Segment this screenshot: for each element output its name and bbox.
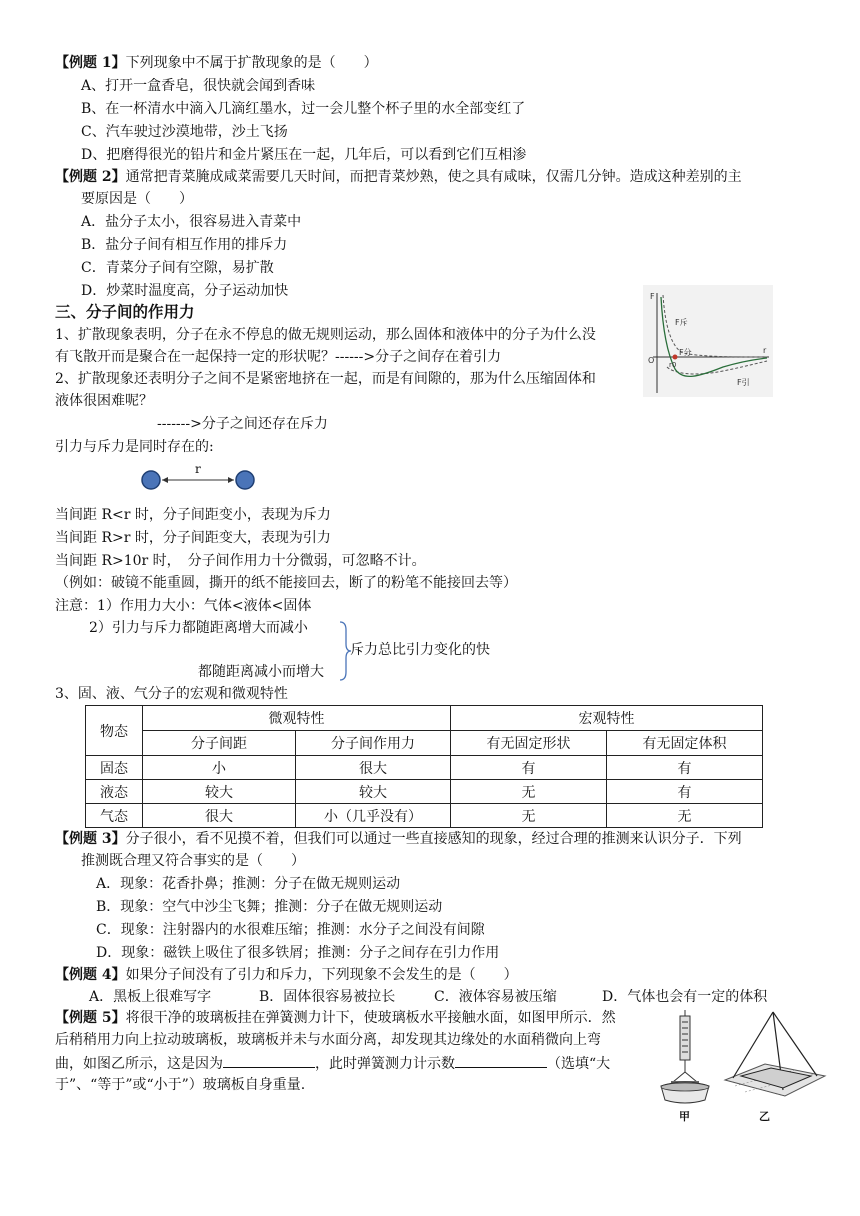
column-header: 有无固定体积	[607, 731, 763, 756]
example-1-option-a: A、打开一盒香皂，很快就会闻到香味	[81, 78, 316, 94]
example-3-option-a: A．现象：花香扑鼻；推测：分子在做无规则运动	[96, 876, 401, 892]
example-3-label: 【例题 3】	[55, 831, 126, 847]
graph-r-label: r	[763, 346, 767, 355]
example-4-text: 如果分子间没有了引力和斥力，下列现象不会发生的是（ ）	[125, 967, 518, 983]
state-header: 物态	[86, 706, 143, 756]
figure-yi-glass-plate	[725, 1012, 825, 1096]
graph-origin-label: O	[648, 356, 655, 365]
table-cell: 小（几乎没有）	[296, 804, 451, 828]
table-cell: 很大	[143, 804, 296, 828]
table-cell: 无	[607, 804, 763, 828]
table-cell: 气态	[86, 804, 143, 828]
example-5-line-3	[55, 1053, 610, 1074]
graph-attraction-label: F引	[737, 378, 750, 387]
example-3-option-b: B．现象：空气中沙尘飞舞；推测：分子在做无规则运动	[96, 899, 443, 915]
section-title: 三、分子间的作用力	[55, 303, 195, 321]
table-cell: 无	[451, 804, 607, 828]
example-2-text: 通常把青菜腌成咸菜需要几天时间，而把青菜炒熟，使之具有咸味，仅需几分钟。造成这种差别的主	[125, 169, 742, 185]
force-distance-graph	[643, 285, 773, 397]
example-4-option-a: A．黑板上很难写字	[89, 989, 212, 1005]
example-2-question	[55, 167, 742, 187]
table-cell: 小	[143, 756, 296, 780]
column-header: 有无固定形状	[451, 731, 607, 756]
equilibrium-point	[673, 355, 678, 360]
example-2-option-c: C．青菜分子间有空隙，易扩散	[81, 260, 274, 276]
table-cell: 有	[607, 780, 763, 804]
para-2-line-1: 2、扩散现象还表明分子之间不是紧密地挤在一起，而是有间隙的，那为什么压缩固体和	[55, 371, 596, 387]
macro-header: 宏观特性	[451, 706, 763, 731]
graph-f-label: F	[650, 292, 655, 301]
note-2b: 都随距离减小而增大	[198, 664, 324, 680]
note-2c: 斥力总比引力变化的快	[350, 642, 490, 658]
note-2a: 2）引力与斥力都随距离增大而减小	[89, 620, 308, 636]
table-row	[86, 780, 763, 804]
condition-negligible: 当间距 R>10r 时， 分子间作用力十分微弱，可忽略不计。	[55, 553, 426, 569]
example-4-label: 【例题 4】	[55, 967, 126, 983]
example-3-option-c: C．现象：注射器内的水很难压缩；推测：水分子之间没有间隙	[96, 922, 485, 938]
para-2-answer: ------->分子之间还存在斥力	[157, 416, 328, 432]
answer-blank-2[interactable]	[455, 1053, 547, 1068]
figure-jia-spring-scale	[661, 1010, 709, 1103]
example-5-line-4: 于”、“等于”或“小于”）玻璃板自身重量.	[55, 1077, 306, 1093]
table-cell: 液态	[86, 780, 143, 804]
table-cell: 固态	[86, 756, 143, 780]
table-cell: 较大	[143, 780, 296, 804]
molecule-properties-table	[85, 705, 763, 828]
table-cell: 很大	[296, 756, 451, 780]
example-4-option-c: C．液体容易被压缩	[434, 989, 557, 1005]
table-row	[86, 804, 763, 828]
graph-repulsion-label: F斥	[675, 318, 688, 327]
example-2-option-a: A．盐分子太小，很容易进入青菜中	[81, 214, 302, 230]
column-header: 分子间距	[143, 731, 296, 756]
example-note: （例如：破镜不能重圆，撕开的纸不能接回去，断了的粉笔不能接回去等）	[55, 575, 517, 591]
condition-repulsion: 当间距 R<r 时，分子间距变小，表现为斥力	[55, 507, 331, 523]
table-cell: 较大	[296, 780, 451, 804]
example-3-option-d: D．现象：磁铁上吸住了很多铁屑；推测：分子之间存在引力作用	[96, 945, 500, 961]
para-2-line-2: 液体很困难呢？	[55, 393, 153, 409]
arrow-head-left	[162, 477, 168, 483]
molecule-left	[142, 471, 160, 489]
example-1-option-d: D、把磨得很光的铅片和金片紧压在一起，几年后，可以看到它们互相渗	[81, 147, 527, 163]
example-1-text: 下列现象中不属于扩散现象的是（ ）	[125, 55, 378, 71]
line-3-part-a: 曲，如图乙所示，这是因为	[55, 1056, 223, 1072]
arrow-head-right	[228, 477, 234, 483]
figure-yi-label: 乙	[759, 1110, 770, 1123]
molecule-right	[236, 471, 254, 489]
distance-r-label: r	[195, 462, 201, 476]
example-1-option-b: B、在一杯清水中滴入几滴红墨水，过一会儿整个杯子里的水全部变红了	[81, 101, 526, 117]
para-1-line-1: 1、扩散现象表明，分子在永不停息的做无规则运动，那么固体和液体中的分子为什么没	[55, 327, 596, 343]
example-4-option-b: B．固体很容易被拉长	[259, 989, 396, 1005]
example-2-option-b: B．盐分子间有相互作用的排斥力	[81, 237, 288, 253]
condition-attraction: 当间距 R>r 时，分子间距变大，表现为引力	[55, 530, 331, 546]
table-cell: 有	[607, 756, 763, 780]
column-header: 分子间作用力	[296, 731, 451, 756]
micro-header: 微观特性	[143, 706, 451, 731]
example-1-option-c: C、汽车驶过沙漠地带，沙土飞扬	[81, 124, 288, 140]
example-5-line-1: 将很干净的玻璃板挂在弹簧测力计下，使玻璃板水平接触水面，如图甲所示．然	[125, 1010, 616, 1026]
example-3-question	[55, 829, 742, 849]
note-1: 注意：1）作用力大小：气体<液体<固体	[55, 598, 312, 614]
example-5-question	[55, 1008, 616, 1028]
example-4-question	[55, 965, 518, 985]
line-3-part-c: （选填“大	[547, 1056, 611, 1072]
table-cell: 无	[451, 780, 607, 804]
example-5-line-2: 后稍稍用力向上拉动玻璃板，玻璃板并未与水面分离，却发现其边缘处的水面稍微向上弯	[55, 1032, 601, 1048]
line-3-part-b: ，此时弹簧测力计示数	[315, 1056, 455, 1072]
figure-jia-label: 甲	[679, 1110, 690, 1123]
example-3-text: 分子很小，看不见摸不着，但我们可以通过一些直接感知的现象，经过合理的推测来认识分子．下列	[125, 831, 742, 847]
example-4-option-d: D．气体也会有一定的体积	[602, 989, 768, 1005]
experiment-figures	[655, 1008, 845, 1124]
para-1-line-2: 有飞散开而是聚合在一起保持一定的形状呢？------>分子之间存在着引力	[55, 349, 502, 365]
example-2-text-cont: 要原因是（ ）	[81, 191, 193, 207]
example-2-label: 【例题 2】	[55, 169, 126, 185]
example-2-option-d: D．炒菜时温度高，分子运动加快	[81, 283, 289, 299]
example-1-label: 【例题 1】	[55, 55, 126, 71]
example-1-question	[55, 53, 378, 73]
molecule-distance-diagram	[138, 458, 260, 498]
coexist-text: 引力与斥力是同时存在的:	[55, 439, 214, 455]
example-3-text-cont: 推测既合理又符合事实的是（ ）	[81, 853, 305, 869]
graph-r0-label: r0	[669, 361, 677, 369]
para-3-title: 3、固、液、气分子的宏观和微观特性	[55, 686, 288, 702]
graph-net-label: F分	[679, 348, 692, 357]
table-row	[86, 756, 763, 780]
answer-blank-1[interactable]	[223, 1053, 315, 1068]
table-cell: 有	[451, 756, 607, 780]
example-5-label: 【例题 5】	[55, 1010, 126, 1026]
